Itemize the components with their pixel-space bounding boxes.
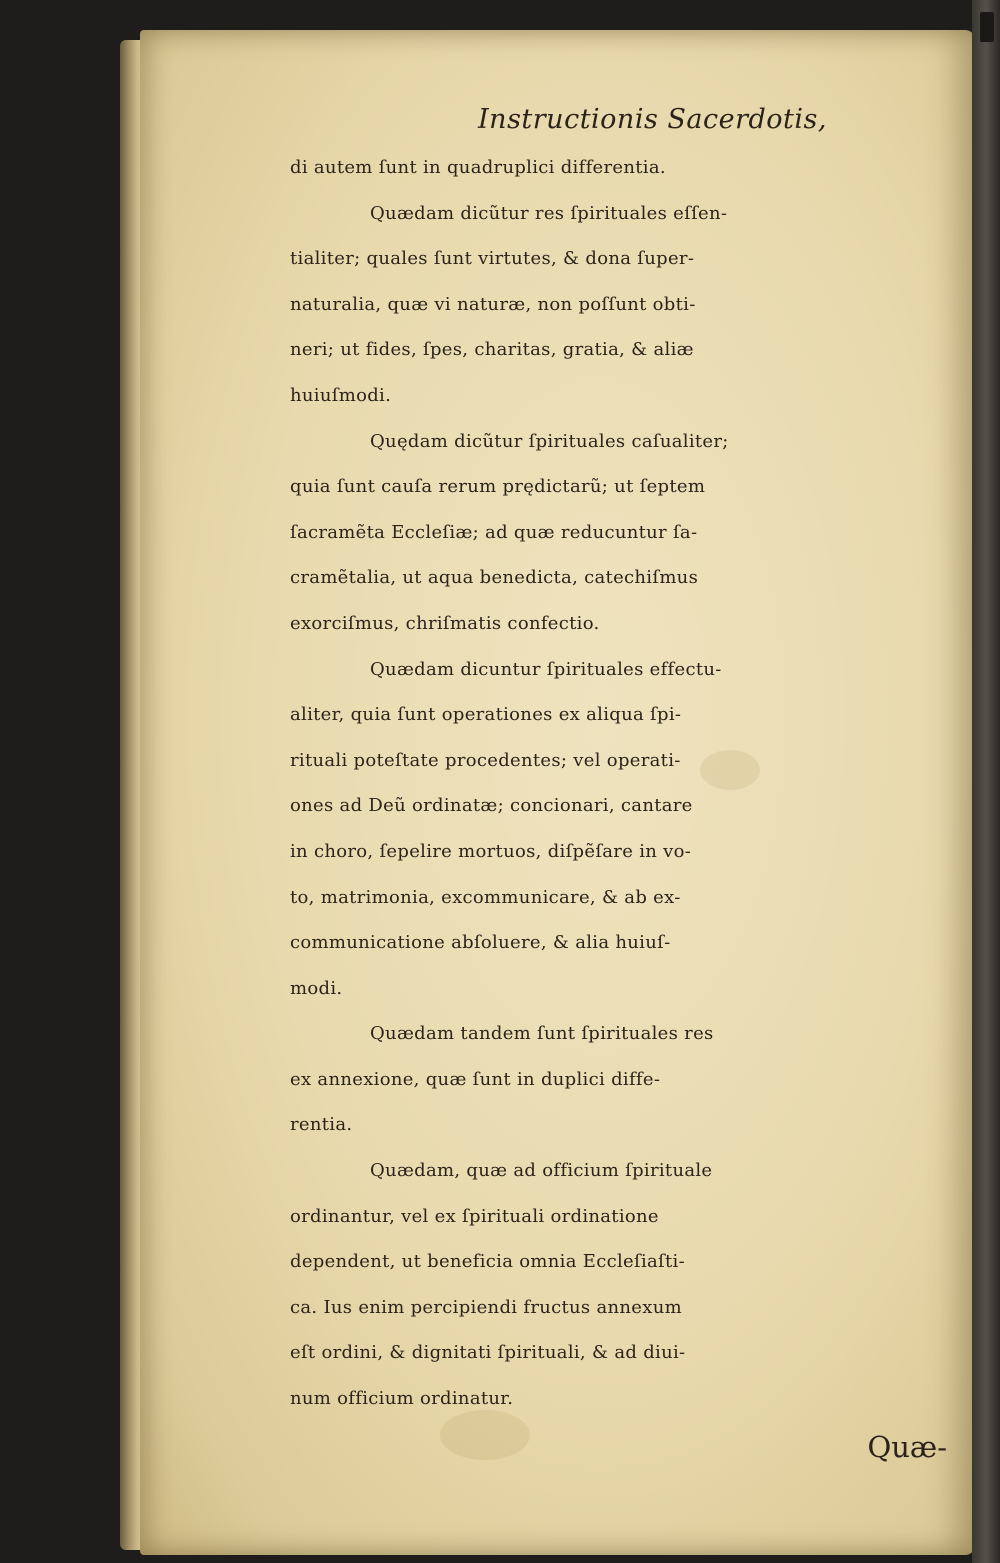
text-line: modi.: [290, 977, 343, 999]
text-line: exorciſmus, chriſmatis confectio.: [290, 612, 600, 634]
text-block: [290, 95, 955, 1472]
text-line: dependent, ut beneficia omnia Eccleſiaſti-: [290, 1251, 685, 1273]
text-line: ordinantur, vel ex ſpirituali ordinatione: [290, 1205, 659, 1227]
text-line: Quædam dicũtur res ſpirituales eſſen-: [370, 202, 728, 224]
text-line: tialiter; quales ſunt virtutes, & dona ſuper-: [290, 248, 695, 270]
book-spine: [972, 0, 1000, 1563]
text-line: ca. Ius enim percipiendi fructus annexum: [290, 1296, 682, 1318]
text-line: Quædam, quæ ad officium ſpirituale: [370, 1160, 713, 1182]
text-line: Quædam dicuntur ſpirituales effectu-: [370, 658, 722, 680]
text-line: naturalia, quæ vi naturæ, non poſſunt obti-: [290, 293, 696, 315]
text-line: ſacramẽta Eccleſiæ; ad quæ reducuntur ſa-: [290, 521, 698, 543]
spine-headcap: [980, 12, 994, 42]
text-line: Quædam tandem ſunt ſpirituales res: [370, 1023, 714, 1045]
text-line: communicatione abſoluere, & alia huiuſ-: [290, 932, 671, 954]
text-line: eſt ordini, & dignitati ſpirituali, & ad diui-: [290, 1342, 686, 1364]
text-line: ones ad Deũ ordinatæ; concionari, cantare: [290, 795, 693, 817]
text-line: quia ſunt cauſa rerum prędictarũ; ut ſeptem: [290, 476, 706, 498]
text-line: di autem ſunt in quadruplici differentia.: [290, 157, 666, 178]
catchword: Quæ-: [867, 1429, 947, 1464]
text-line: Quędam dicũtur ſpirituales caſualiter;: [370, 430, 729, 452]
text-line: cramẽtalia, ut aqua benedicta, catechiſmus: [290, 567, 699, 589]
running-head: Instructionis Sacerdotis,: [478, 104, 827, 135]
body-text: [290, 145, 955, 1422]
text-line: aliter, quia ſunt operationes ex aliqua ſpi-: [290, 704, 682, 726]
catchword-row: [290, 1422, 955, 1472]
text-line: num officium ordinatur.: [290, 1388, 514, 1410]
text-line: to, matrimonia, excommunicare, & ab ex-: [290, 886, 681, 908]
text-line: in choro, ſepelire mortuos, diſpẽſare in vo-: [290, 840, 692, 862]
text-line: ex annexione, quæ ſunt in duplici diffe-: [290, 1068, 661, 1090]
text-line: rituali poteſtate procedentes; vel operati-: [290, 749, 681, 771]
text-line: rentia.: [290, 1114, 353, 1136]
text-line: neri; ut fides, ſpes, charitas, gratia, & aliæ: [290, 339, 694, 361]
text-line: huiuſmodi.: [290, 384, 392, 406]
